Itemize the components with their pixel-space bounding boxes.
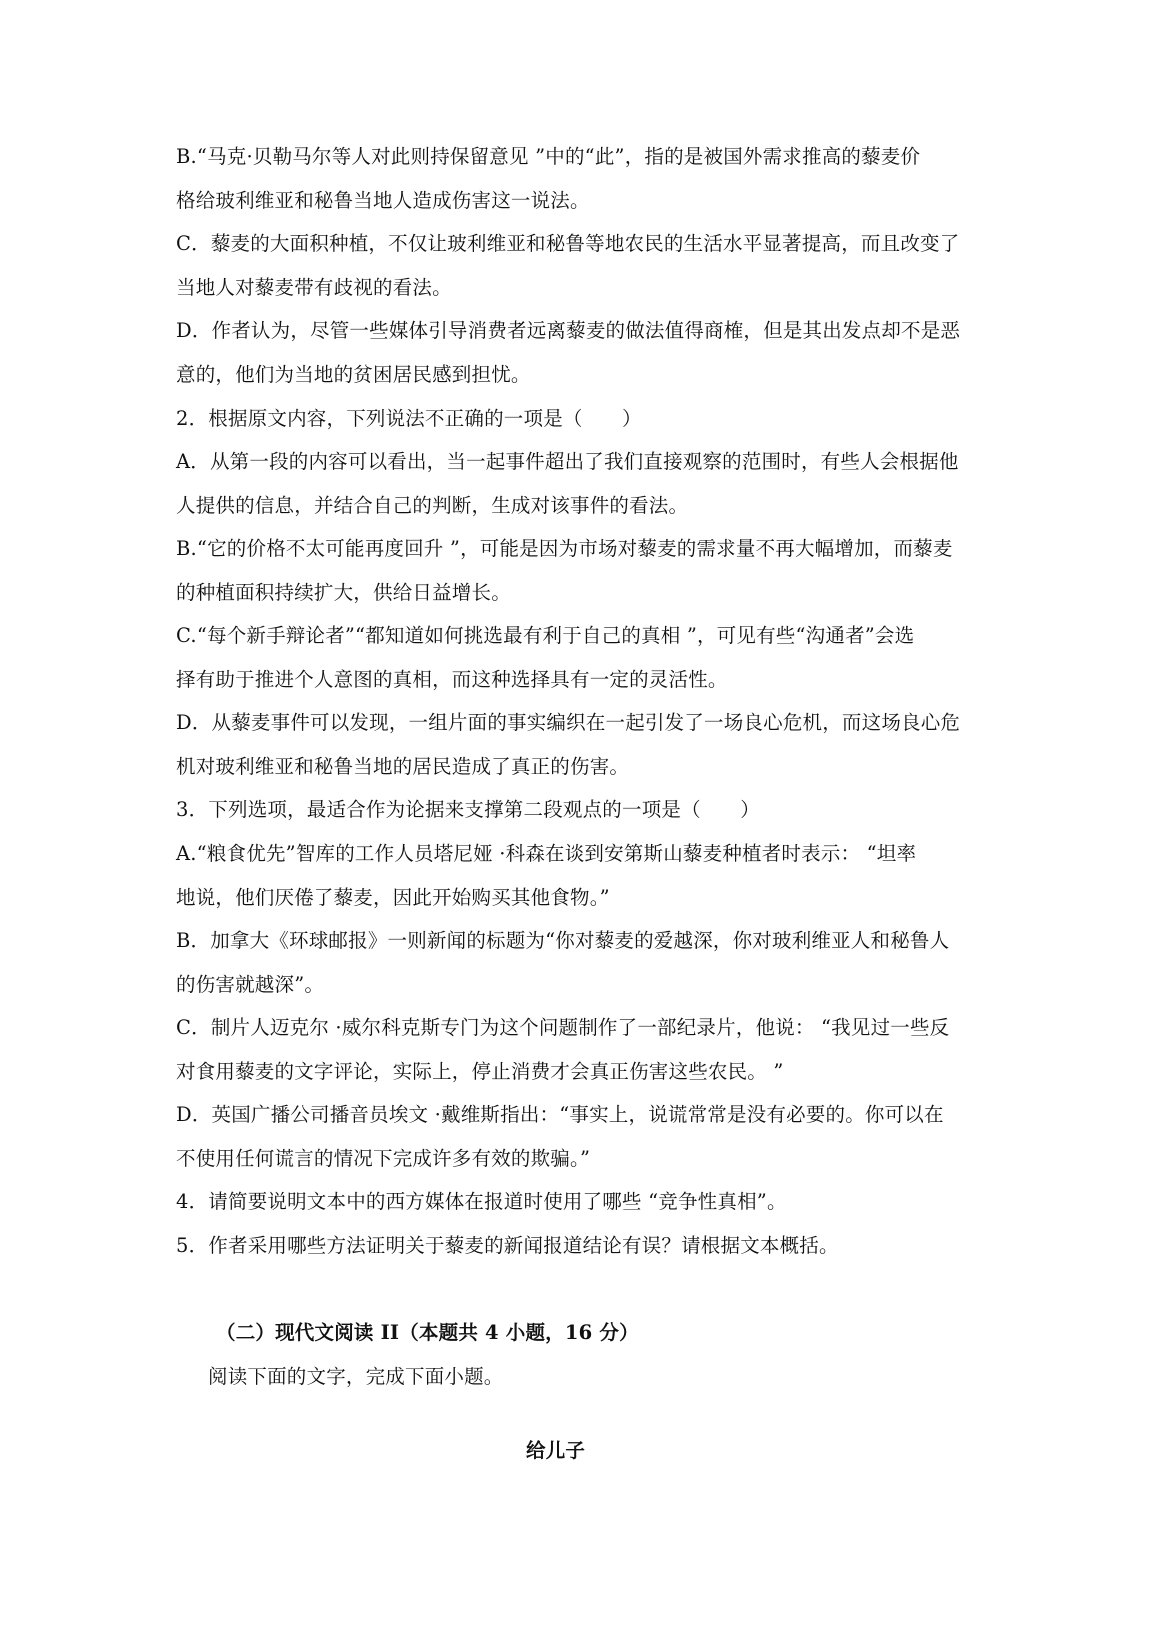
q1-option-c-line1: C．藜麦的大面积种植，不仅让玻利维亚和秘鲁等地农民的生活水平显著提高，而且改变了 <box>176 232 960 255</box>
q2-option-c-line2: 择有助于推进个人意图的真相，而这种选择具有一定的灵活性。 <box>176 668 728 691</box>
q2-option-d-line1: D．从藜麦事件可以发现，一组片面的事实编织在一起引发了一场良心危机，而这场良心危 <box>176 711 961 734</box>
reading-instruction: 阅读下面的文字，完成下面小题。 <box>208 1365 504 1388</box>
q3-option-d-line1: D．英国广播公司播音员埃文 ·戴维斯指出：“事实上，说谎常常是没有必要的。你可以在 <box>176 1103 944 1126</box>
q2-option-c-line1: C.“每个新手辩论者”“都知道如何挑选最有利于自己的真相 ”，可见有些“沟通者”会选 <box>176 624 915 647</box>
q3-stem: 3．下列选项，最适合作为论据来支撑第二段观点的一项是（ ） <box>176 798 760 821</box>
q3-option-b-line1: B．加拿大《环球邮报》一则新闻的标题为“你对藜麦的爱越深，你对玻利维亚人和秘鲁人 <box>176 929 950 952</box>
q2-option-a-line2: 人提供的信息，并结合自己的判断，生成对该事件的看法。 <box>176 494 689 517</box>
q2-stem: 2．根据原文内容，下列说法不正确的一项是（ ） <box>176 407 642 430</box>
section-heading: （二）现代文阅读 II（本题共 4 小题，16 分） <box>216 1321 639 1344</box>
q3-option-c-line1: C．制片人迈克尔 ·威尔科克斯专门为这个问题制作了一部纪录片，他说： “我见过一些反 <box>176 1016 950 1039</box>
q1-option-b-line2: 格给玻利维亚和秘鲁当地人造成伤害这一说法。 <box>176 189 590 212</box>
q1-option-d-line1: D．作者认为，尽管一些媒体引导消费者远离藜麦的做法值得商榷，但是其出发点却不是恶 <box>176 319 961 342</box>
poem-title: 给儿子 <box>526 1439 586 1462</box>
q2-option-a-line1: A．从第一段的内容可以看出，当一起事件超出了我们直接观察的范围时，有些人会根据他 <box>176 450 959 473</box>
q2-option-b-line1: B.“它的价格不太可能再度回升 ”，可能是因为市场对藜麦的需求量不再大幅增加，而藜麦 <box>176 537 953 560</box>
q1-option-d-line2: 意的，他们为当地的贫困居民感到担忧。 <box>176 363 531 386</box>
q2-option-d-line2: 机对玻利维亚和秘鲁当地的居民造成了真正的伤害。 <box>176 755 630 778</box>
q3-option-a-line2: 地说，他们厌倦了藜麦，因此开始购买其他食物。” <box>176 886 610 909</box>
q5-text: 5．作者采用哪些方法证明关于藜麦的新闻报道结论有误？请根据文本概括。 <box>176 1234 839 1257</box>
q1-option-b-line1: B.“马克·贝勒马尔等人对此则持保留意见 ”中的“此”，指的是被国外需求推高的藜麦价 <box>176 145 921 168</box>
q4-text: 4．请简要说明文本中的西方媒体在报道时使用了哪些 “竞争性真相”。 <box>176 1190 787 1213</box>
q3-option-a-line1: A.“粮食优先”智库的工作人员塔尼娅 ·科森在谈到安第斯山藜麦种植者时表示： “坦率 <box>176 842 917 865</box>
q1-option-c-line2: 当地人对藜麦带有歧视的看法。 <box>176 276 452 299</box>
q3-option-c-line2: 对食用藜麦的文字评论，实际上，停止消费才会真正伤害这些农民。 ” <box>176 1060 784 1083</box>
q3-option-d-line2: 不使用任何谎言的情况下完成许多有效的欺骗。” <box>176 1147 591 1170</box>
q3-option-b-line2: 的伤害就越深”。 <box>176 973 325 996</box>
q2-option-b-line2: 的种植面积持续扩大，供给日益增长。 <box>176 581 511 604</box>
